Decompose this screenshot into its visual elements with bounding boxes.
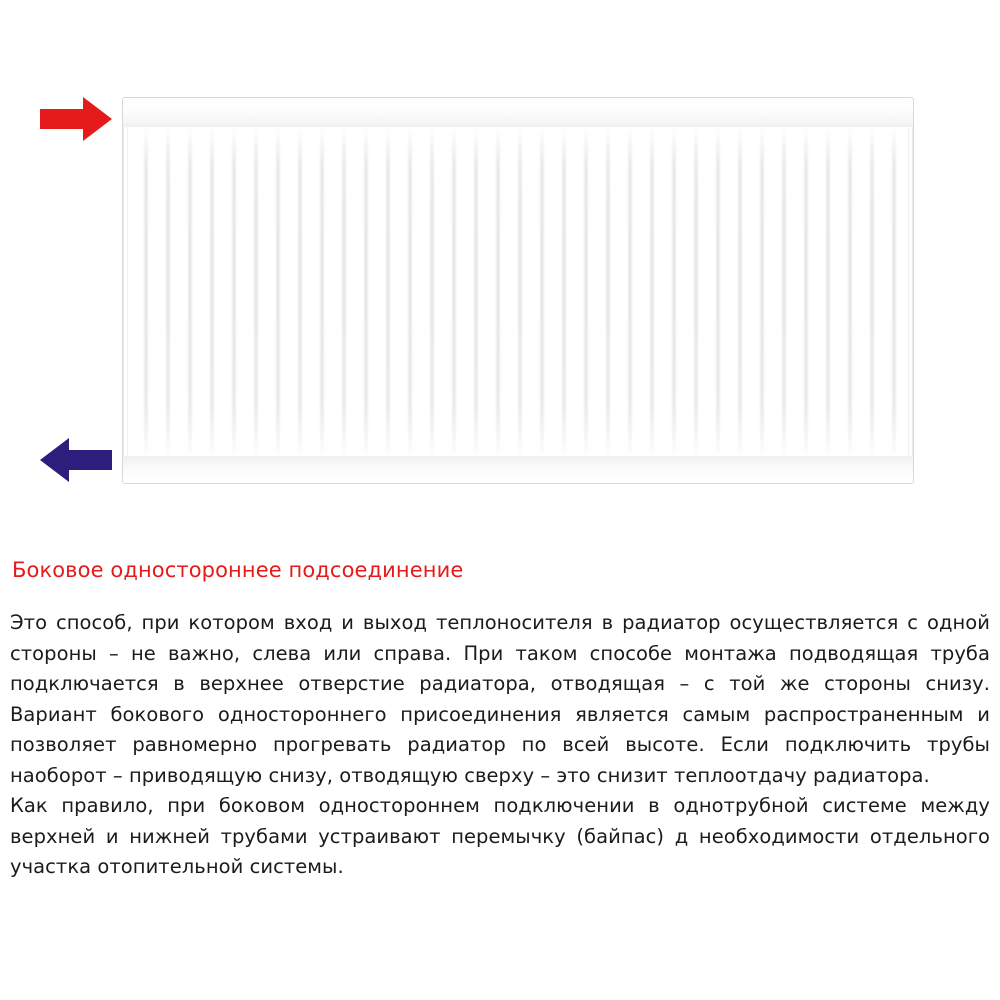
outlet-arrow-shaft	[68, 450, 112, 470]
inlet-arrow-icon	[40, 97, 112, 141]
radiator-top-cap	[123, 98, 913, 127]
article-content	[10, 556, 990, 883]
radiator-bottom-cap	[123, 456, 913, 483]
paragraph-2: Как правило, при боковом одностороннем подключении в однотрубной системе между верхней и нижней трубами устраивают перемычку (байпас) д необходимости отдельного участка отопительной системы.	[10, 794, 990, 878]
radiator-fins	[131, 128, 905, 455]
radiator-panel	[122, 97, 914, 484]
outlet-arrow-icon	[40, 438, 112, 482]
inlet-arrow-head	[83, 97, 112, 141]
outlet-arrow-head	[40, 438, 69, 482]
inlet-arrow-shaft	[40, 109, 84, 129]
paragraph-1: Это способ, при котором вход и выход теплоносителя в радиатор осуществляется с одной стороны – не важно, слева или справа. При таком способе монтажа подводящая труба подключается в верхнее отверстие радиатора, отводящая – с той же стороны снизу. Вариант бокового одностороннего присоединения является самым распространенным и позволяет равномерно прогревать радиатор по всей высоте. Если подключить трубы наоборот – приводящую снизу, отводящую сверху – это снизит теплоотдачу радиатора.	[10, 611, 990, 787]
article-body	[10, 608, 990, 883]
page-title: Боковое одностороннее подсоединение	[12, 558, 464, 582]
